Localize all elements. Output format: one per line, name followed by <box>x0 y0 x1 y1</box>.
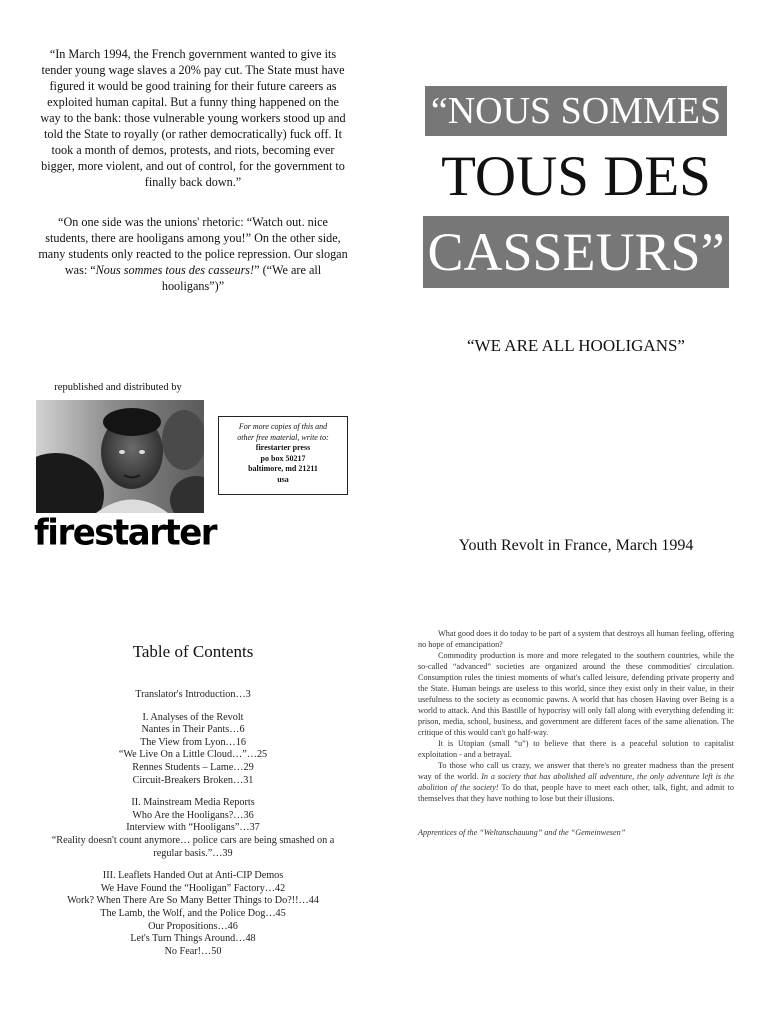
toc-item: The Lamb, the Wolf, and the Police Dog…45 <box>100 907 286 919</box>
toc-section-2-title: II. Mainstream Media Reports <box>131 797 255 809</box>
toc-item: Our Propositions…46 <box>148 920 238 932</box>
slogan-quote <box>36 214 350 294</box>
left-quotes <box>36 46 350 294</box>
contact-box <box>218 416 348 495</box>
essay-paragraph: What good does it do today to be part of a system that destroys all human feeling, offering no hope of emancipation? <box>418 629 734 649</box>
press-name: firestarter press <box>255 443 311 453</box>
toc-item: “We Live On a Little Cloud…”…25 <box>118 749 268 761</box>
table-of-contents <box>36 689 350 958</box>
firestarter-logo: firestarter <box>34 512 217 554</box>
back-cover-essay <box>418 628 734 804</box>
title-line-2: TOUS DES <box>441 145 711 208</box>
cover-subtitle: “WE ARE ALL HOOLIGANS” <box>467 336 685 355</box>
city: baltimore, md 21211 <box>248 464 318 474</box>
contact-line-1: For more copies of this and <box>238 422 328 431</box>
toc-item: No Fear!…50 <box>164 945 222 957</box>
republished-label: republished and distributed by <box>54 382 182 393</box>
toc-heading: Table of Contents <box>132 642 254 661</box>
essay-paragraph-end: To do that, people have to meet each other, talk, fight, and admit to themselves that they have nothing to lose but their illusions. <box>418 783 734 803</box>
contact-line-2: other free material, write to: <box>237 432 329 442</box>
essay-paragraph: Commodity production is more and more relegated to the southern countries, while the so-called “advanced” societies are organized around the these commodities' circulation. Consumption rules the tiniest moments of what's called leisure, defending private property and the State. Human beings are useless to this world, since they exist only in their value, in their usefulness to the society as economic pawns. A world that has chosen Having over Being is a world to attack. And this Bastille of hypocrisy will only fall along with everything defending it: prison, media, school, business, and government are different faces of the same alienation. The critique of this would can't go half-way. <box>418 651 734 737</box>
toc-item: regular basis.”…39 <box>153 847 233 859</box>
toc-item: We Have Found the “Hooligan” Factory…42 <box>100 882 286 894</box>
slogan-quote-italic: Nous sommes tous des casseurs! <box>95 263 255 277</box>
slogan-quote-end: ” (“We are all hooligans”)” <box>161 263 322 293</box>
intro-quote: “In March 1994, the French government wanted to give its tender young wage slaves a 20% pay cut. The State must have figured it would be good training for their future careers as exploited human capital. But a funny thing happened on the way to the bank: those vulnerable young workers stood up and told the State to royally (or rather democratically) fuck off. It took a month of demos, protests, and riots, becoming ever bigger, more violent, and out of control, for the government to finally back down.” <box>40 47 346 189</box>
cover-tagline: Youth Revolt in France, March 1994 <box>458 537 694 554</box>
toc-item: Work? When There Are So Many Better Things to Do?!!…44 <box>67 895 319 907</box>
cover-title <box>408 86 744 288</box>
toc-item: Interview with “Hooligans”…37 <box>126 822 260 834</box>
toc-item: Let's Turn Things Around…48 <box>130 933 256 945</box>
toc-item: Circuit-Breakers Broken…31 <box>132 774 254 786</box>
essay-paragraph-italic: In a society that has abolished all adventure, the only adventure left is the abolition of the society! <box>418 772 734 792</box>
toc-item: Who Are the Hooligans?…36 <box>132 809 254 821</box>
title-line-1: “NOUS SOMMES <box>425 86 727 136</box>
slogan-quote-start: “On one side was the unions' rhetoric: “Watch out. nice students, there are hooligans among you!” On the other side, many students only reacted to the police repression. Our slogan was: “ <box>38 215 348 277</box>
children-photo <box>36 400 204 513</box>
toc-item: “Reality doesn't count anymore… police cars are being smashed on a <box>51 834 335 846</box>
toc-section-3-title: III. Leaflets Handed Out at Anti-CIP Demos <box>102 870 284 882</box>
po-box: po box 50217 <box>260 453 306 463</box>
essay-paragraph-start: To those who call us crazy, we answer that there's no greater madness than the present way of the world. <box>418 761 734 781</box>
essay-paragraph: It is Utopian (small “u”) to believe that there is a peaceful solution to capitalist exploitation - and a betrayal. <box>418 739 734 759</box>
toc-item: The View from Lyon…16 <box>140 736 246 748</box>
country: usa <box>277 474 289 484</box>
toc-section-1-title: I. Analyses of the Revolt <box>142 711 244 723</box>
toc-item: Rennes Students – Lame…29 <box>132 761 254 773</box>
toc-intro: Translator's Introduction…3 <box>135 689 251 700</box>
title-line-3: CASSEURS” <box>423 216 728 288</box>
toc-item: Nantes in Their Pants…6 <box>141 724 245 736</box>
essay-signature: Apprentices of the “Weltanschauung” and the “Gemeinwesen” <box>418 828 626 837</box>
essay-paragraph <box>418 760 734 804</box>
children-photo-image <box>36 400 204 513</box>
